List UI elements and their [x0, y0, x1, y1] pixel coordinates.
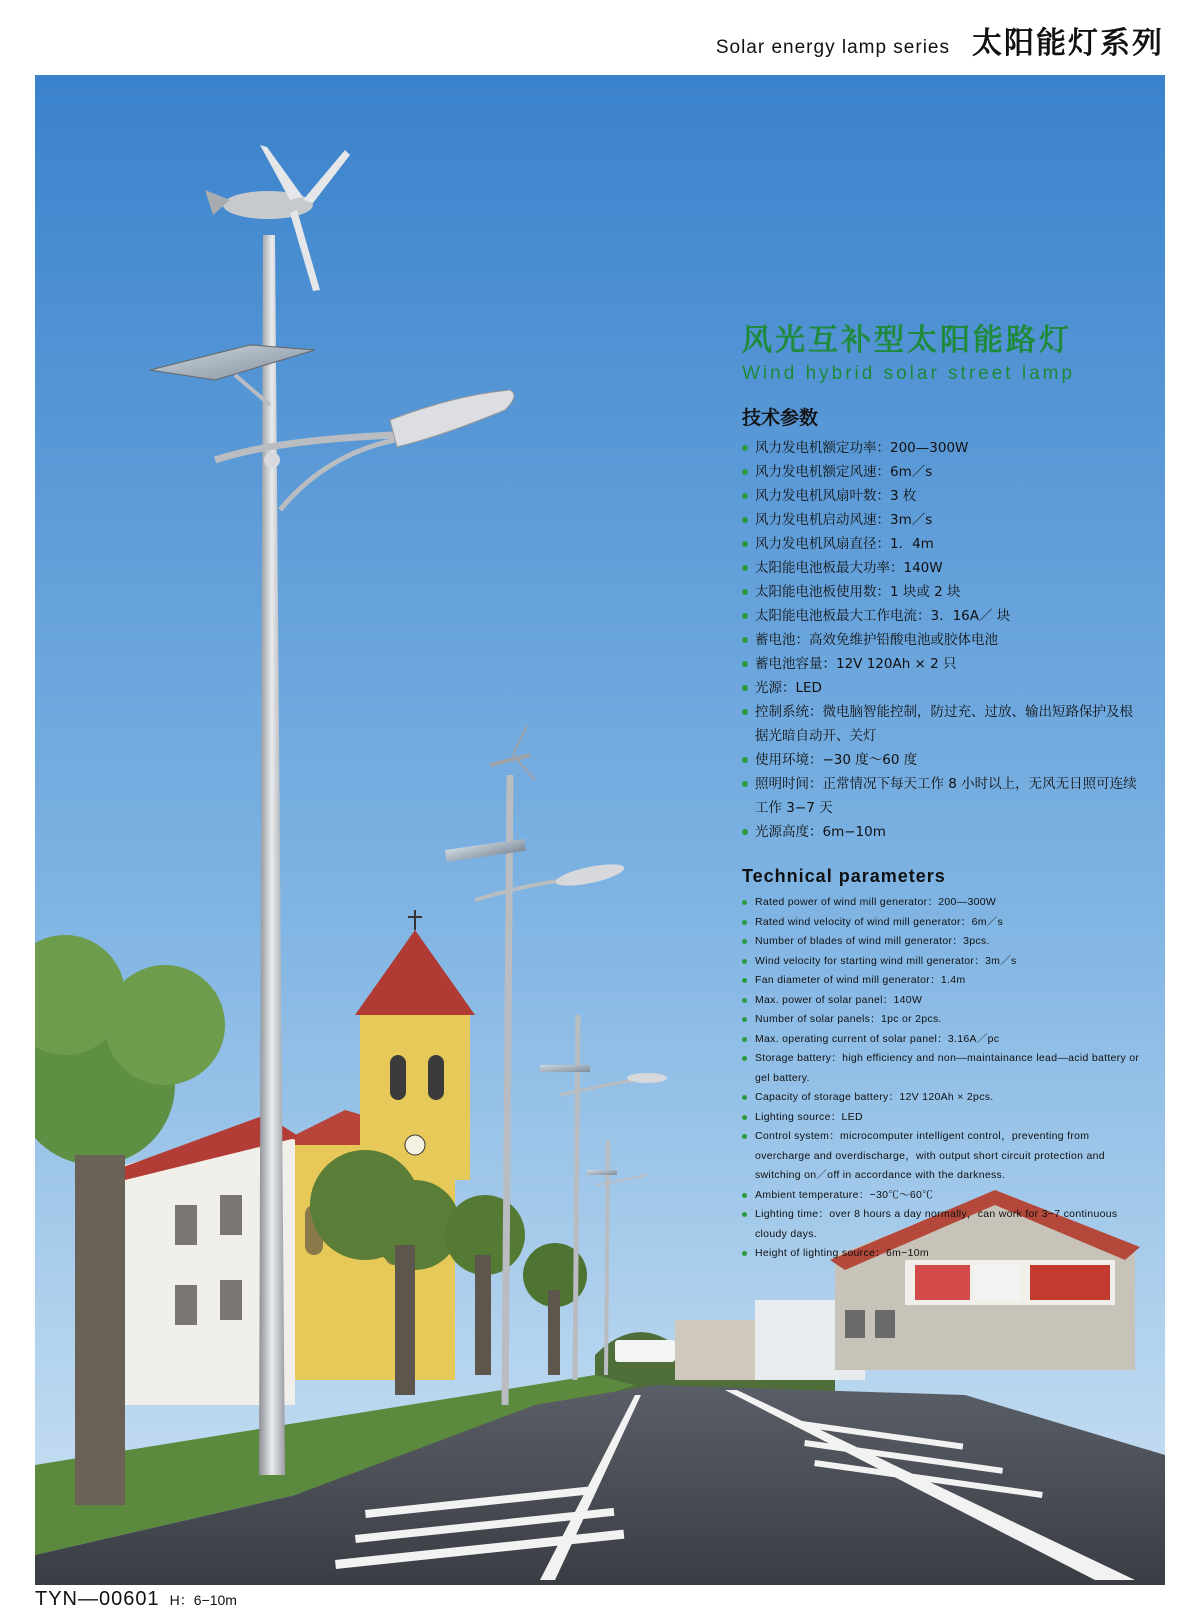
specs-heading-en: Technical parameters	[742, 866, 946, 886]
spec-item-cn: 风力发电机启动风速：3m／s	[742, 508, 1142, 532]
product-info-panel	[742, 315, 1142, 1264]
product-title-cn: 风光互补型太阳能路灯	[742, 323, 1072, 358]
spec-item-cn: 风力发电机风扇直径：1．4m	[742, 532, 1142, 556]
spec-item-en: Height of lighting source：6m−10m	[742, 1244, 1142, 1264]
spec-item-cn: 太阳能电池板使用数：1 块或 2 块	[742, 580, 1142, 604]
spec-item-cn: 风力发电机额定功率：200—300W	[742, 436, 1142, 460]
specs-heading-cn: 技术参数	[742, 407, 819, 429]
spec-item-cn: 光源：LED	[742, 676, 1142, 700]
spec-item-en: Fan diameter of wind mill generator：1.4m	[742, 971, 1142, 991]
spec-item-en: Lighting source：LED	[742, 1108, 1142, 1128]
series-title-cn: 太阳能灯系列	[972, 26, 1164, 61]
spec-item-en: Number of blades of wind mill generator：3pcs.	[742, 932, 1142, 952]
page-header	[716, 18, 1164, 62]
product-title-en: Wind hybrid solar street lamp	[742, 363, 1076, 384]
specs-list-en	[742, 893, 1142, 1264]
spec-item-cn: 太阳能电池板最大功率：140W	[742, 556, 1142, 580]
spec-item-cn: 太阳能电池板最大工作电流：3．16A／ 块	[742, 604, 1142, 628]
van	[615, 1340, 675, 1362]
spec-item-cn: 控制系统：微电脑智能控制，防过充、过放、输出短路保护及根据光暗自动开、关灯	[742, 700, 1142, 748]
specs-list-cn	[742, 436, 1142, 844]
spec-item-cn: 照明时间：正常情况下每天工作 8 小时以上，无风无日照可连续工作 3−7 天	[742, 772, 1142, 820]
spec-item-en: Max. operating current of solar panel：3.16A／pc	[742, 1030, 1142, 1050]
model-code: TYN—00601	[35, 1588, 160, 1610]
model-height: H：6−10m	[169, 1592, 237, 1608]
spec-item-en: Number of solar panels：1pc or 2pcs.	[742, 1010, 1142, 1030]
spec-item-en: Rated wind velocity of wind mill generator：6m／s	[742, 913, 1142, 933]
spec-item-en: Rated power of wind mill generator：200—300W	[742, 893, 1142, 913]
spec-item-cn: 风力发电机额定风速：6m／s	[742, 460, 1142, 484]
series-title-en: Solar energy lamp series	[715, 37, 950, 58]
spec-item-cn: 蓄电池容量：12V 120Ah × 2 只	[742, 652, 1142, 676]
spec-item-cn: 使用环境：−30 度～60 度	[742, 748, 1142, 772]
page-footer	[35, 1588, 237, 1611]
spec-item-cn: 光源高度：6m−10m	[742, 820, 1142, 844]
spec-item-cn: 风力发电机风扇叶数：3 枚	[742, 484, 1142, 508]
spec-item-en: Capacity of storage battery：12V 120Ah × 2pcs.	[742, 1088, 1142, 1108]
spec-item-en: Max. power of solar panel：140W	[742, 991, 1142, 1011]
spec-item-en: Storage battery：high efficiency and non—maintainance lead—acid battery or gel battery.	[742, 1049, 1142, 1088]
spec-item-en: Wind velocity for starting wind mill generator：3m／s	[742, 952, 1142, 972]
spec-item-en: Lighting time：over 8 hours a day normally，can work for 3−7 continuous cloudy days.	[742, 1205, 1142, 1244]
spec-item-en: Ambient temperature：−30℃～60℃	[742, 1186, 1142, 1206]
spec-item-en: Control system：microcomputer intelligent control，preventing from overcharge and overdischarge，with output short circuit protection and switching on／off in accordance with the darkness.	[742, 1127, 1142, 1186]
spec-item-cn: 蓄电池：高效免维护铅酸电池或胶体电池	[742, 628, 1142, 652]
